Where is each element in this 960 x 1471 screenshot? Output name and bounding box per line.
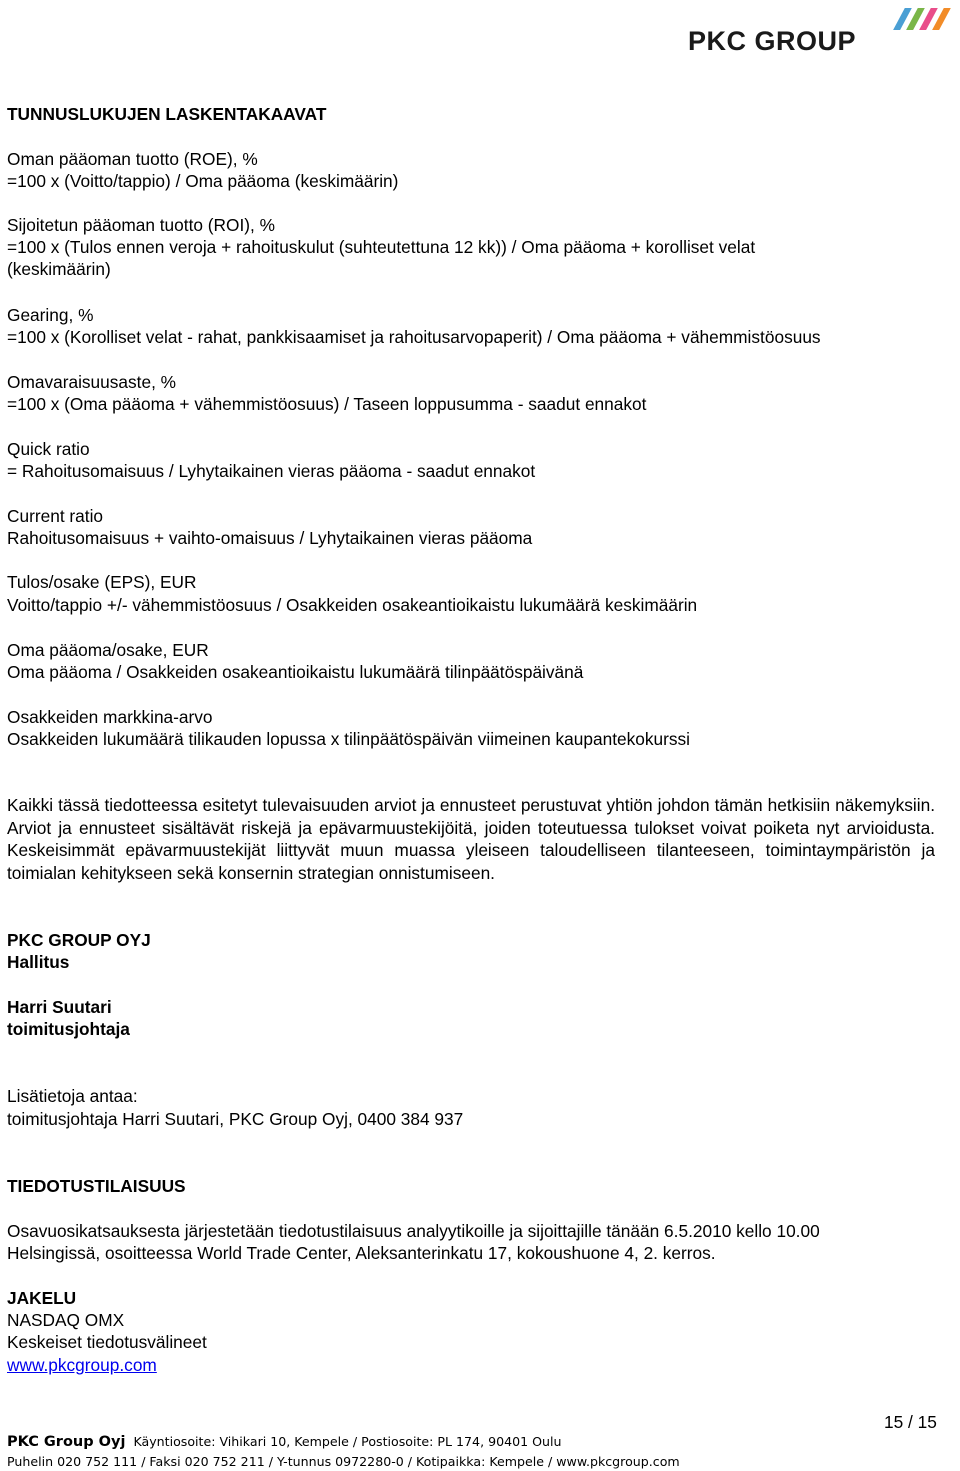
disclaimer-paragraph: Kaikki tässä tiedotteessa esitetyt tulevaisuuden arviot ja ennusteet perustuvat yhtiön johdon tämän hetkisiin näkemyksiin. Arviot ja ennusteet sisältävät riskejä ja epävarmuustekijöitä, joiden toteutuessa tulokset voivat poiketa nyt arvioidusta. Keskeisimmät epävarmuustekijät liittyvät muun muassa yleiseen taloudelliseen tilanteeseen, toimintaympäristön ja toimialan kehitykseen sekä konsernin strategian onnistumiseen. (7, 795, 935, 883)
briefing-heading: TIEDOTUSTILAISUUS (7, 1176, 186, 1196)
distribution-item: NASDAQ OMX (7, 1310, 125, 1330)
formula-definition: Osakkeiden lukumäärä tilikauden lopussa x tilinpäätöspäivän viimeinen kaupantekokurssi (7, 729, 690, 749)
signature-person: Harri Suutari (7, 997, 112, 1017)
formula-name: Oma pääoma/osake, EUR (7, 640, 209, 660)
formula-definition: =100 x (Korolliset velat - rahat, pankkisaamiset ja rahoitusarvopaperit) / Oma pääoma + vähemmistöosuus (7, 327, 821, 347)
logo-stripes-icon (886, 2, 956, 38)
formula-name: Omavaraisuusaste, % (7, 372, 177, 392)
contact-details: toimitusjohtaja Harri Suutari, PKC Group Oyj, 0400 384 937 (7, 1109, 464, 1129)
website-link[interactable]: www.pkcgroup.com (7, 1355, 157, 1375)
signature-company: PKC GROUP OYJ (7, 930, 151, 950)
formula-name: Current ratio (7, 506, 104, 526)
page-footer (7, 1432, 952, 1471)
distribution-heading: JAKELU (7, 1288, 77, 1308)
formula-definition: = Rahoitusomaisuus / Lyhytaikainen vieras pääoma - saadut ennakot (7, 461, 536, 481)
pkc-group-logo (684, 2, 956, 58)
footer-address-row (7, 1432, 952, 1452)
formula-definition: =100 x (Oma pääoma + vähemmistöosuus) / Taseen loppusumma - saadut ennakot (7, 394, 647, 414)
formula-definition: Voitto/tappio +/- vähemmistöosuus / Osakkeiden osakeantioikaistu lukumäärä keskimäärin (7, 595, 698, 615)
footer-address: Käyntiosoite: Vihikari 10, Kempele / Postiosoite: PL 174, 90401 Oulu (133, 1434, 562, 1449)
formulas-heading: TUNNUSLUKUJEN LASKENTAKAAVAT (7, 104, 327, 124)
formula-definition: (keskimäärin) (7, 259, 111, 279)
formula-name: Tulos/osake (EPS), EUR (7, 572, 197, 592)
formula-definition: Oma pääoma / Osakkeiden osakeantioikaistu lukumäärä tilinpäätöspäivänä (7, 662, 584, 682)
formula-definition: Rahoitusomaisuus + vaihto-omaisuus / Lyhytaikainen vieras pääoma (7, 528, 533, 548)
formula-definition: =100 x (Voitto/tappio) / Oma pääoma (keskimäärin) (7, 171, 399, 191)
formula-name: Osakkeiden markkina-arvo (7, 707, 213, 727)
logo-wordmark: PKC GROUP (688, 26, 857, 56)
briefing-line: Helsingissä, osoitteessa World Trade Center, Aleksanterinkatu 17, kokoushuone 4, 2. kerros. (7, 1243, 716, 1263)
formula-name: Oman pääoman tuotto (ROE), % (7, 149, 258, 169)
footer-contact-row: Puhelin 020 752 111 / Faksi 020 752 211 / Y-tunnus 0972280-0 / Kotipaikka: Kempele / www.pkcgroup.com (7, 1454, 680, 1469)
signature-board: Hallitus (7, 952, 70, 972)
footer-company: PKC Group Oyj (7, 1434, 126, 1450)
formula-name: Quick ratio (7, 439, 90, 459)
formula-name: Gearing, % (7, 305, 94, 325)
formula-definition: =100 x (Tulos ennen veroja + rahoituskulut (suhteutettuna 12 kk)) / Oma pääoma + korolliset velat (7, 237, 756, 257)
formula-name: Sijoitetun pääoman tuotto (ROI), % (7, 215, 275, 235)
signature-role: toimitusjohtaja (7, 1019, 130, 1039)
briefing-line: Osavuosikatsauksesta järjestetään tiedotustilaisuus analyytikoille ja sijoittajille tänään 6.5.2010 kello 10.00 (7, 1221, 820, 1241)
page-number: 15 / 15 (884, 1412, 937, 1432)
distribution-item: Keskeiset tiedotusvälineet (7, 1332, 207, 1352)
contact-label: Lisätietoja antaa: (7, 1086, 138, 1106)
